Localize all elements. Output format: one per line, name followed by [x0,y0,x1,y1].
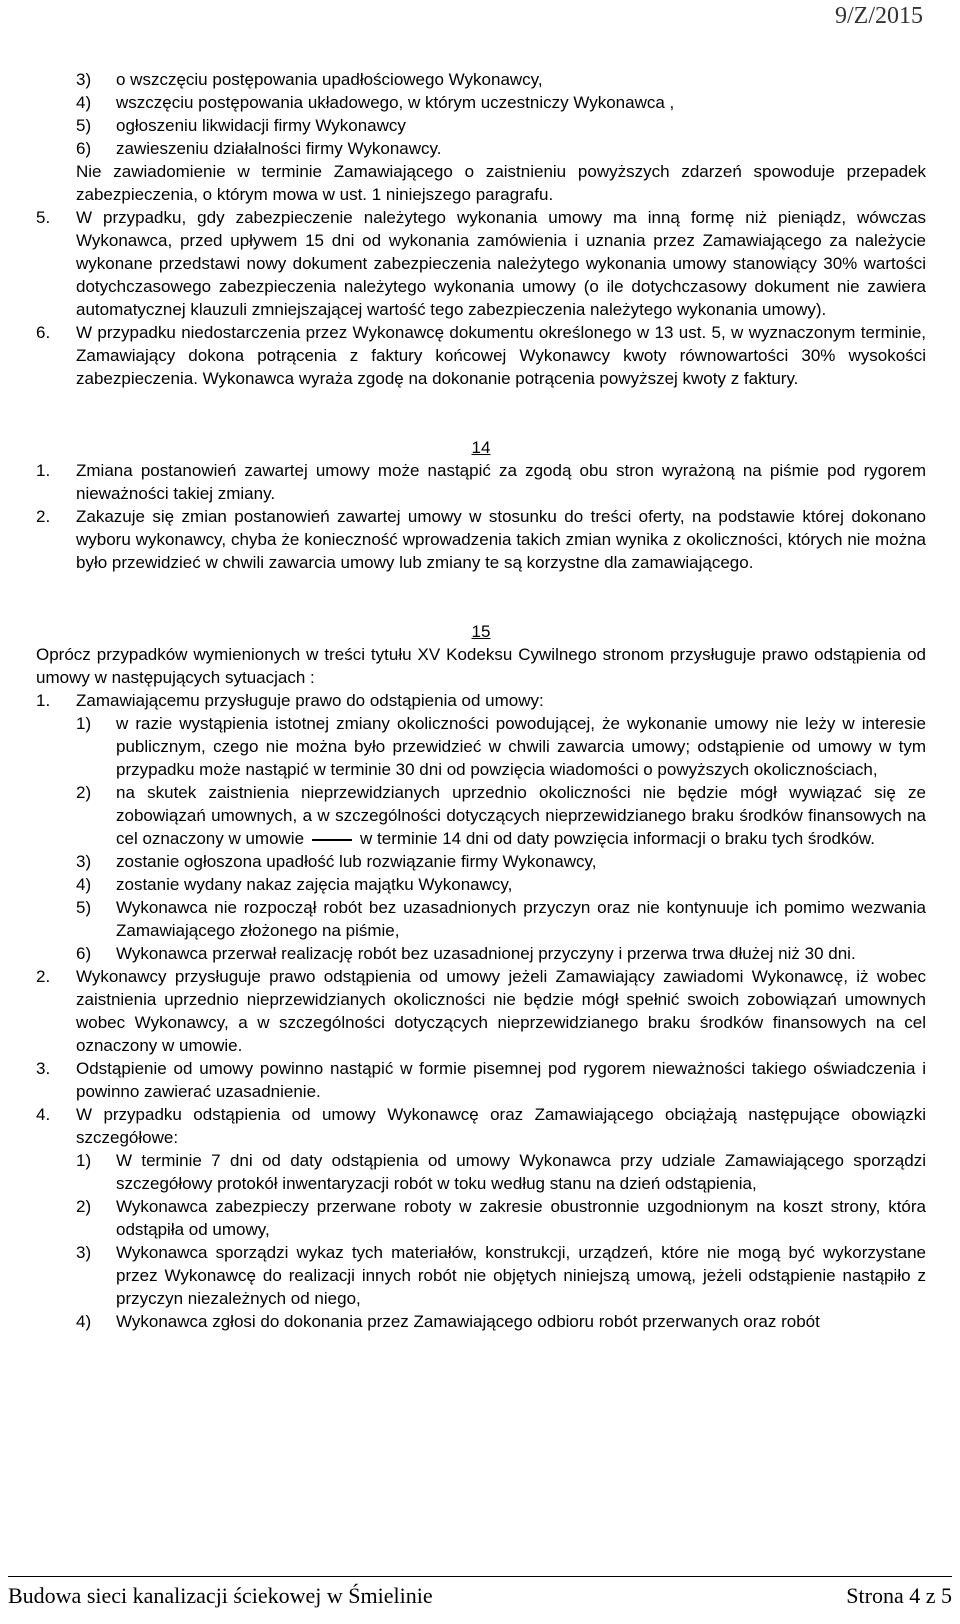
list-item: 2) Wykonawca zabezpieczy przerwane roboty w zakresie obustronnie uzgodnionym na koszt strony, która odstąpiła od umowy, [76,1197,926,1239]
list-item: 6) Wykonawca przerwał realizację robót bez uzasadnionej przyczyny i przerwa trwa dłużej niż 30 dni. [76,944,856,963]
document-body [36,68,926,1333]
numbered-item: 2. Zakazuje się zmian postanowień zawartej umowy w stosunku do treści oferty, na podstawie której dokonano wyboru wykonawcy, chyba że konieczność wprowadzenia takich zmian wynika z okoliczności, których nie można było przewidzieć w chwili zawarcia umowy lub zmiany te są korzystne dla zamawiającego. [36,507,926,572]
list-item: 4) zostanie wydany nakaz zajęcia majątku Wykonawcy, [76,875,513,894]
page-number: Strona 4 z 5 [846,1583,952,1608]
section-title-14: 14 [471,438,491,457]
list-item: 5) Wykonawca nie rozpoczął robót bez uzasadnionych przyczyn oraz nie kontynuuje ich pomimo wezwania Zamawiającego złożonego na piśmie, [76,898,926,940]
paragraph-notice: Nie zawiadomienie w terminie Zamawiającego o zaistnieniu powyższych zdarzeń spowoduje przepadek zabezpieczenia, o którym mowa w ust. 1 niniejszego paragrafu. [76,162,926,204]
sub-list [76,1149,926,1333]
numbered-item: 6. W przypadku niedostarczenia przez Wykonawcę dokumentu określonego w 13 ust. 5, w wyznaczonym terminie, Zamawiający dokona potrącenia z faktury końcowej Wykonawcy kwoty równowartości 30% wysokości zabezpieczenia. Wykonawca wyraża zgodę na dokonanie potrącenia powyższej kwoty z faktury. [36,323,926,388]
page-footer [8,1576,952,1617]
section-intro: Oprócz przypadków wymienionych w treści tytułu XV Kodeksu Cywilnego stronom przysługuje prawo odstąpienia od umowy w następujących sytuacjach : [36,645,926,687]
numbered-item: 2. Wykonawcy przysługuje prawo odstąpienia od umowy jeżeli Zamawiający zawiadomi Wykonawcę, iż wobec zaistnienia uprzednio nieprzewidzianych okoliczności nie będzie mógł spełnić swoich zobowiązań umownych wobec Wykonawcy, a w szczególności dotyczących nieprzewidzianego braku środków finansowych na cel oznaczony w umowie. [36,967,926,1055]
numbered-item: 1. Zmiana postanowień zawartej umowy może nastąpić za zgodą obu stron wyrażoną na piśmie pod rygorem nieważności takiej zmiany. [36,461,926,503]
document-code: 9/Z/2015 [835,3,923,29]
list-item: 3) o wszczęciu postępowania upadłościowego Wykonawcy, [76,70,543,89]
numbered-item: 1. Zamawiającemu przysługuje prawo do odstąpienia od umowy: [36,691,544,710]
list-item: 3) zostanie ogłoszona upadłość lub rozwiązanie firmy Wykonawcy, [76,852,597,871]
sub-list [76,712,926,965]
list-top [76,68,926,160]
numbered-item: 5. W przypadku, gdy zabezpieczenie należytego wykonania umowy ma inną formę niż pieniądz, wówczas Wykonawca, przed upływem 15 dni od wykonania zamówienia i uznania przez Zamawiającego za należycie wykonane przedstawi nowy dokument zabezpieczenia należytego wykonania umowy stanowiący 30% wartości dotychczasowego zabezpieczenia należytego wykonania umowy (o ile dotychczasowy dokument nie zawiera automatycznej klauzuli zmniejszającej wartość tego zabezpieczenia należytego wykonania umowy). [36,208,926,319]
footer-title: Budowa sieci kanalizacji ściekowej w Śmielinie [8,1583,433,1608]
numbered-item: 4. W przypadku odstąpienia od umowy Wykonawcę oraz Zamawiającego obciążają następujące obowiązki szczegółowe: [36,1105,926,1147]
section-title-15: 15 [471,622,491,641]
list-item: 1) W terminie 7 dni od daty odstąpienia od umowy Wykonawca przy udziale Zamawiającego sporządzi szczegółowy protokół inwentaryzacji robót w toku według stanu na dzień odstąpienia, [76,1151,926,1193]
numbered-item: 3. Odstąpienie od umowy powinno nastąpić w formie pisemnej pod rygorem nieważności takiego oświadczenia i powinno zawierać uzasadnienie. [36,1059,926,1101]
em-dash [312,839,352,841]
list-item: 1) w razie wystąpienia istotnej zmiany okoliczności powodującej, że wykonanie umowy nie leży w interesie publicznym, czego nie można było przewidzieć w chwili zawarcia umowy; odstąpienie od umowy w tym przypadku może nastąpić w terminie 30 dni od powzięcia wiadomości o powyższych okolicznościach, [76,714,926,779]
list-item: 4) wszczęciu postępowania układowego, w którym uczestniczy Wykonawca , [76,93,675,112]
list-item: 2) na skutek zaistnienia nieprzewidzianych uprzednio okoliczności nie będzie mógł wywiązać się ze zobowiązań umownych, a w szczególności dotyczących nieprzewidzianego braku środków finansowych na cel oznaczony w umowie w terminie 14 dni od daty powzięcia informacji o braku tych środków. [76,783,926,848]
list-item: 6) zawieszeniu działalności firmy Wykonawcy. [76,139,442,158]
list-item: 3) Wykonawca sporządzi wykaz tych materiałów, konstrukcji, urządzeń, które nie mogą być wykorzystane przez Wykonawcę do realizacji innych robót nie objętych niniejszą umową, jeżeli odstąpienie nastąpiło z przyczyn niezależnych od niego, [76,1243,926,1308]
list-item: 4) Wykonawca zgłosi do dokonania przez Zamawiającego odbioru robót przerwanych oraz robót [76,1312,820,1331]
list-item: 5) ogłoszeniu likwidacji firmy Wykonawcy [76,116,406,135]
